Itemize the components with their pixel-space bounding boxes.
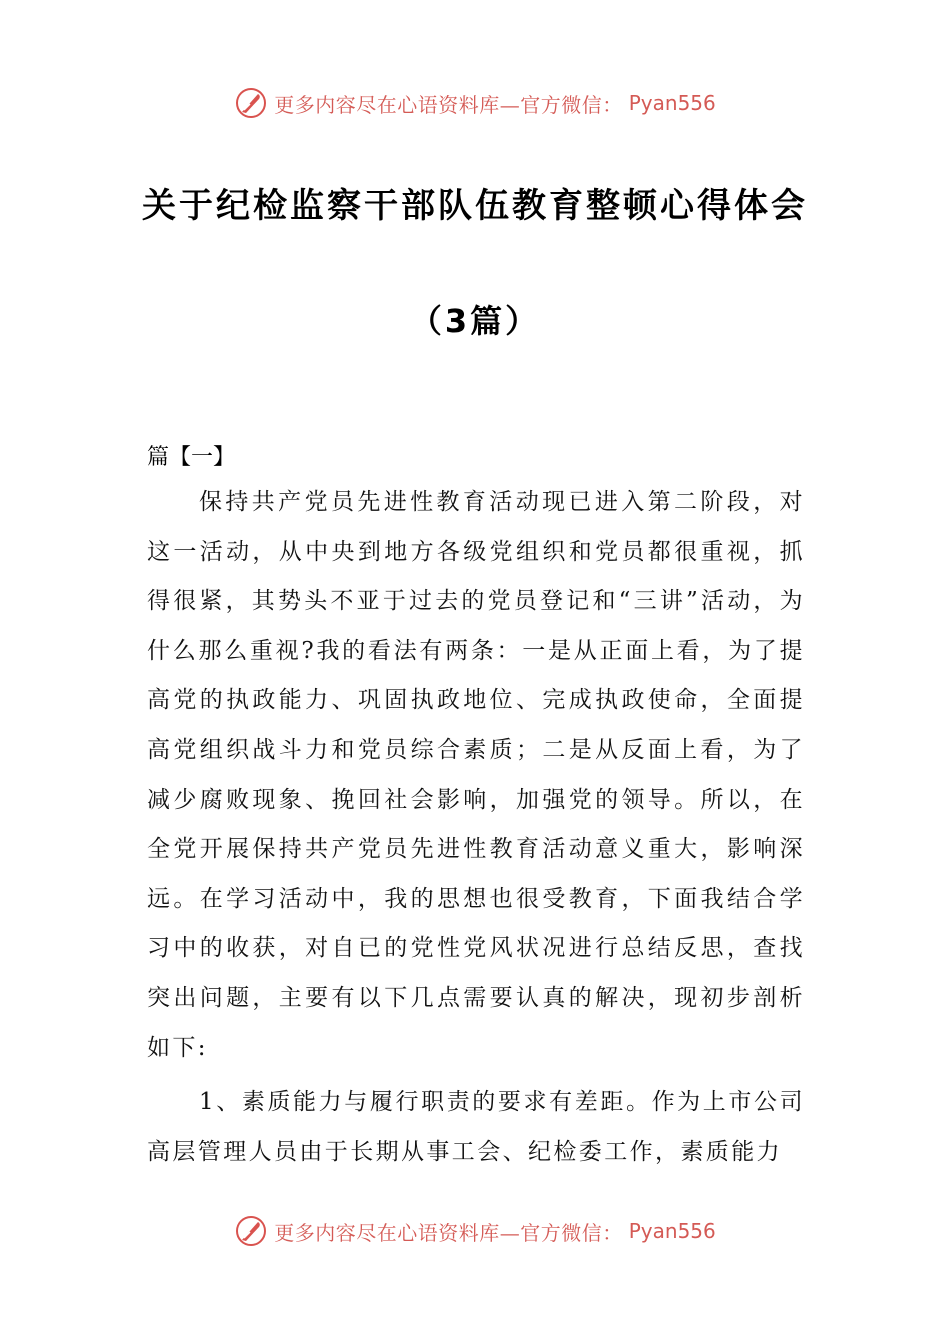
quill-logo-icon	[234, 86, 268, 120]
section-label: 篇【一】	[147, 445, 236, 470]
watermark-text: 更多内容尽在心语资料库—官方微信：	[274, 92, 623, 117]
watermark-wechat-id: Pyan556	[628, 91, 716, 115]
quill-logo-icon	[234, 1214, 268, 1248]
document-title: 关于纪检监察干部队伍教育整顿心得体会	[142, 186, 808, 226]
paragraph-1: 保持共产党员先进性教育活动现已进入第二阶段，对这一活动，从中央到地方各级党组织和党员都很重视，抓得很紧，其势头不亚于过去的党员登记和“三讲”活动，为什么那么重视?我的看法有两条：一是从正面上看，为了提高党的执政能力、巩固执政地位、完成执政使命，全面提高党组织战斗力和党员综合素质；二是从反面上看，为了减少腐败现象、挽回社会影响，加强党的领导。所以，在全党开展保持共产党员先进性教育活动意义重大，影响深远。在学习活动中，我的思想也很受教育，下面我结合学习中的收获，对自已的党性党风状况进行总结反思，查找突出问题，主要有以下几点需要认真的解决，现初步剖析如下:	[147, 489, 805, 1061]
watermark-footer	[0, 1214, 950, 1248]
watermark-text: 更多内容尽在心语资料库—官方微信：	[274, 1220, 623, 1245]
watermark-wechat-id: Pyan556	[628, 1219, 716, 1243]
document-subtitle: （3篇）	[409, 302, 541, 340]
paragraph-2: 1、素质能力与履行职责的要求有差距。作为上市公司高层管理人员由于长期从事工会、纪检委工作，素质能力	[147, 1089, 805, 1165]
watermark-header	[0, 86, 950, 120]
